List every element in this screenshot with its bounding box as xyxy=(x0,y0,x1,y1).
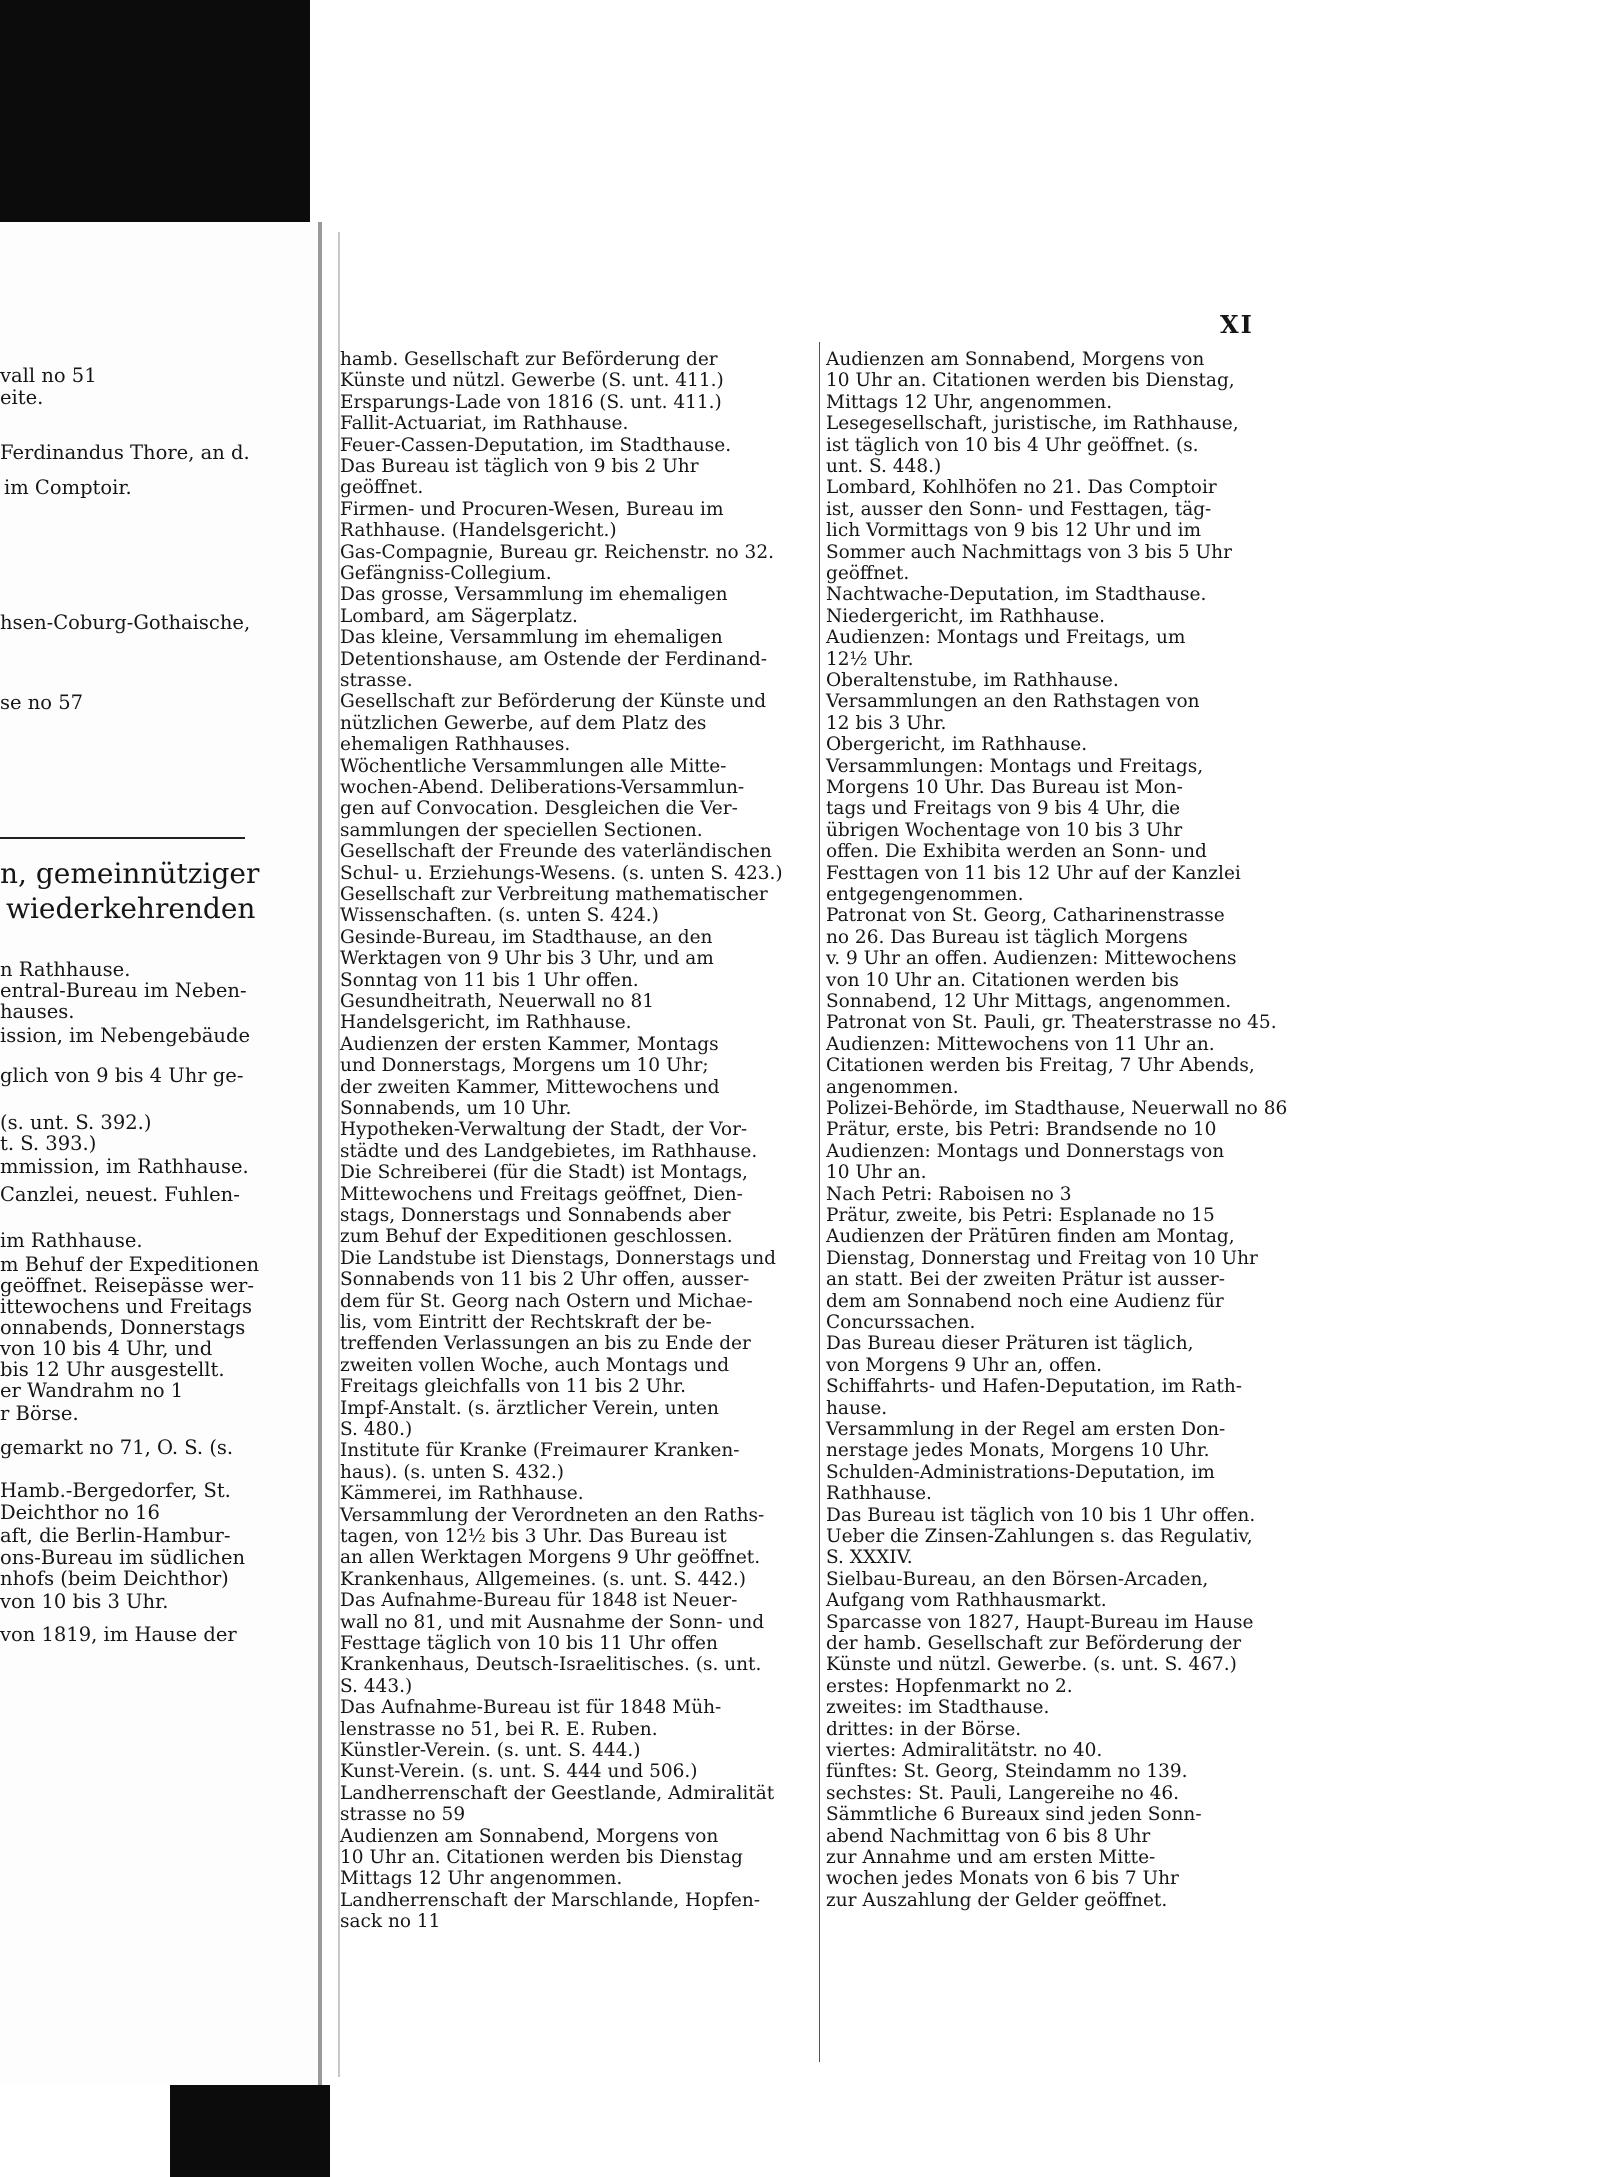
text-line: S. 480.) xyxy=(340,1419,413,1440)
left-fragment: r Börse. xyxy=(0,1402,79,1425)
text-line: fünftes: St. Georg, Steindamm no 139. xyxy=(826,1761,1188,1782)
text-line: der hamb. Gesellschaft zur Beförderung der xyxy=(826,1633,1242,1654)
text-line: Lesegesellschaft, juristische, im Rathhause, xyxy=(826,413,1239,434)
text-line: Patronat von St. Pauli, gr. Theaterstrasse no 45. xyxy=(826,1012,1277,1033)
left-fragment: aft, die Berlin-Hambur- xyxy=(0,1524,231,1547)
text-line: Patronat von St. Georg, Catharinenstrasse xyxy=(826,905,1225,926)
text-line: hause. xyxy=(826,1398,888,1419)
text-line: Kämmerei, im Rathhause. xyxy=(340,1483,584,1504)
text-line: städte und des Landgebietes, im Rathhause. xyxy=(340,1141,758,1162)
left-fragment: (s. unt. S. 392.) xyxy=(0,1111,152,1134)
text-line: unt. S. 448.) xyxy=(826,456,942,477)
text-line: Lombard, Kohlhöfen no 21. Das Comptoir xyxy=(826,477,1217,498)
left-fragment: ission, im Nebengebäude xyxy=(0,1024,251,1047)
text-line: Nach Petri: Raboisen no 3 xyxy=(826,1184,1072,1205)
left-fragment: Hamb.-Bergedorfer, St. xyxy=(0,1479,231,1502)
text-line: Institute für Kranke (Freimaurer Kranken- xyxy=(340,1440,740,1461)
text-line: zum Behuf der Expeditionen geschlossen. xyxy=(340,1226,733,1247)
left-fragment: bis 12 Uhr ausgestellt. xyxy=(0,1358,225,1381)
text-line: Mittewochens und Freitags geöffnet, Dien- xyxy=(340,1184,743,1205)
text-line: Impf-Anstalt. (s. ärztlicher Verein, unten xyxy=(340,1398,719,1419)
left-fragment: von 1819, im Hause der xyxy=(0,1623,237,1646)
text-line: lis, vom Eintritt der Rechtskraft der be- xyxy=(340,1312,712,1333)
text-line: Kunst-Verein. (s. unt. S. 444 und 506.) xyxy=(340,1761,698,1782)
text-line: Ueber die Zinsen-Zahlungen s. das Regulativ, xyxy=(826,1526,1253,1547)
text-line: Freitags gleichfalls von 11 bis 2 Uhr. xyxy=(340,1376,686,1397)
text-line: Das Bureau ist täglich von 10 bis 1 Uhr offen. xyxy=(826,1505,1256,1526)
left-fragment: eite. xyxy=(0,386,44,409)
text-line: Das Bureau ist täglich von 9 bis 2 Uhr xyxy=(340,456,699,477)
text-line: Landherrenschaft der Geestlande, Admiralität xyxy=(340,1783,775,1804)
left-fragment: t. S. 393.) xyxy=(0,1132,97,1155)
text-line: Sonnabend, 12 Uhr Mittags, angenommen. xyxy=(826,991,1232,1012)
left-fragment: von 10 bis 3 Uhr. xyxy=(0,1590,169,1613)
left-fragment: hsen-Coburg-Gothaische, xyxy=(0,611,251,634)
text-line: Mittags 12 Uhr angenommen. xyxy=(340,1868,623,1889)
text-line: S. XXXIV. xyxy=(826,1547,913,1568)
text-line: an statt. Bei der zweiten Prätur ist ausser- xyxy=(826,1269,1225,1290)
text-line: übrigen Wochentage von 10 bis 3 Uhr xyxy=(826,820,1183,841)
left-fragment: er Wandrahm no 1 xyxy=(0,1379,184,1402)
text-line: offen. Die Exhibita werden an Sonn- und xyxy=(826,841,1207,862)
book-spine-shadow-bottom xyxy=(170,2085,330,2177)
text-line: Festtagen von 11 bis 12 Uhr auf der Kanzlei xyxy=(826,863,1241,884)
text-line: Versammlung der Verordneten an den Raths- xyxy=(340,1505,765,1526)
text-line: hamb. Gesellschaft zur Beförderung der xyxy=(340,349,718,370)
text-line: Gefängniss-Collegium. xyxy=(340,563,552,584)
text-line: Nachtwache-Deputation, im Stadthause. xyxy=(826,584,1207,605)
text-line: Audienzen am Sonnabend, Morgens von xyxy=(340,1826,719,1847)
text-line: Audienzen der Prätūren finden am Montag, xyxy=(826,1226,1235,1247)
text-line: viertes: Admiralitätstr. no 40. xyxy=(826,1740,1103,1761)
left-fragment: m Behuf der Expeditionen xyxy=(0,1253,260,1276)
text-line: ist, ausser den Sonn- und Festtagen, täg- xyxy=(826,499,1212,520)
text-line: drittes: in der Börse. xyxy=(826,1719,1022,1740)
left-heading: n, gemeinnütziger xyxy=(0,857,260,890)
text-line: Firmen- und Procuren-Wesen, Bureau im xyxy=(340,499,724,520)
text-line: Ersparungs-Lade von 1816 (S. unt. 411.) xyxy=(340,392,722,413)
text-line: nützlichen Gewerbe, auf dem Platz des xyxy=(340,713,707,734)
text-line: Dienstag, Donnerstag und Freitag von 10 Uhr xyxy=(826,1248,1258,1269)
text-line: Sommer auch Nachmittags von 3 bis 5 Uhr xyxy=(826,542,1232,563)
text-line: haus). (s. unten S. 432.) xyxy=(340,1462,564,1483)
text-line: Versammlung in der Regel am ersten Don- xyxy=(826,1419,1226,1440)
text-line: Sonnabends von 11 bis 2 Uhr offen, ausser- xyxy=(340,1269,750,1290)
book-spine-shadow-top xyxy=(0,0,310,222)
text-line: Landherrenschaft der Marschlande, Hopfen- xyxy=(340,1890,761,1911)
left-fragment: von 10 bis 4 Uhr, und xyxy=(0,1337,213,1360)
text-line: sammlungen der speciellen Sectionen. xyxy=(340,820,703,841)
text-line: Künstler-Verein. (s. unt. S. 444.) xyxy=(340,1740,641,1761)
text-line: dem für St. Georg nach Ostern und Michae- xyxy=(340,1291,753,1312)
text-line: Hypotheken-Verwaltung der Stadt, der Vor- xyxy=(340,1119,748,1140)
text-line: Rathhause. (Handelsgericht.) xyxy=(340,520,617,541)
text-line: zur Auszahlung der Gelder geöffnet. xyxy=(826,1890,1168,1911)
text-line: strasse no 59 xyxy=(340,1804,466,1825)
text-line: Versammlungen an den Rathstagen von xyxy=(826,691,1200,712)
text-line: nerstage jedes Monats, Morgens 10 Uhr. xyxy=(826,1440,1210,1461)
text-line: Gesundheitrath, Neuerwall no 81 xyxy=(340,991,654,1012)
text-line: 10 Uhr an. xyxy=(826,1162,927,1183)
text-line: Obergericht, im Rathhause. xyxy=(826,734,1088,755)
text-line: Rathhause. xyxy=(826,1483,932,1504)
text-line: Gesellschaft zur Beförderung der Künste und xyxy=(340,691,767,712)
text-line: von 10 Uhr an. Citationen werden bis xyxy=(826,970,1179,991)
left-fragment: nhofs (beim Deichthor) xyxy=(0,1567,229,1590)
text-line: an allen Werktagen Morgens 9 Uhr geöffnet. xyxy=(340,1547,761,1568)
text-line: zweites: im Stadthause. xyxy=(826,1697,1050,1718)
text-line: Oberaltenstube, im Rathhause. xyxy=(826,670,1119,691)
text-line: S. 443.) xyxy=(340,1676,413,1697)
text-line: ehemaligen Rathhauses. xyxy=(340,734,571,755)
left-fragment: onnabends, Donnerstags xyxy=(0,1316,246,1339)
text-line: erstes: Hopfenmarkt no 2. xyxy=(826,1676,1073,1697)
right-page xyxy=(338,232,1340,2077)
text-line: tags und Freitags von 9 bis 4 Uhr, die xyxy=(826,798,1181,819)
text-line: abend Nachmittag von 6 bis 8 Uhr xyxy=(826,1826,1151,1847)
text-line: Citationen werden bis Freitag, 7 Uhr Abends, xyxy=(826,1055,1255,1076)
text-line: zweiten vollen Woche, auch Montags und xyxy=(340,1355,730,1376)
text-line: Krankenhaus, Allgemeines. (s. unt. S. 442.) xyxy=(340,1569,746,1590)
text-line: lenstrasse no 51, bei R. E. Ruben. xyxy=(340,1719,658,1740)
text-line: sack no 11 xyxy=(340,1911,441,1932)
text-line: Audienzen: Mittewochens von 11 Uhr an. xyxy=(826,1034,1215,1055)
left-fragment: entral-Bureau im Neben- xyxy=(0,979,247,1002)
text-line: no 26. Das Bureau ist täglich Morgens xyxy=(826,927,1188,948)
text-line: Krankenhaus, Deutsch-Israelitisches. (s. unt. xyxy=(340,1654,762,1675)
text-line: entgegengenommen. xyxy=(826,884,1024,905)
text-line: Schiffahrts- und Hafen-Deputation, im Rath- xyxy=(826,1376,1243,1397)
left-heading: wiederkehrenden xyxy=(6,892,256,925)
text-line: 10 Uhr an. Citationen werden bis Dienstag, xyxy=(826,370,1235,391)
text-line: Audienzen am Sonnabend, Morgens von xyxy=(826,349,1205,370)
text-line: geöffnet. xyxy=(826,563,910,584)
text-line: Das grosse, Versammlung im ehemaligen xyxy=(340,584,728,605)
column-divider xyxy=(819,342,820,2062)
text-line: wall no 81, und mit Ausnahme der Sonn- und xyxy=(340,1612,765,1633)
left-fragment: n Rathhause. xyxy=(0,958,131,981)
left-fragment: mmission, im Rathhause. xyxy=(0,1155,249,1178)
left-fragment: ittewochens und Freitags xyxy=(0,1295,253,1318)
text-line: Schulden-Administrations-Deputation, im xyxy=(826,1462,1215,1483)
left-fragment: vall no 51 xyxy=(0,364,97,387)
text-line: Polizei-Behörde, im Stadthause, Neuerwall no 86 xyxy=(826,1098,1288,1119)
left-fragment: geöffnet. Reisepässe wer- xyxy=(0,1274,254,1297)
text-line: Detentionshause, am Ostende der Ferdinand- xyxy=(340,649,767,670)
text-line: wochen jedes Monats von 6 bis 7 Uhr xyxy=(826,1868,1179,1889)
text-line: Festtage täglich von 10 bis 11 Uhr offen xyxy=(340,1633,718,1654)
text-line: Sielbau-Bureau, an den Börsen-Arcaden, xyxy=(826,1569,1209,1590)
text-line: zur Annahme und am ersten Mitte- xyxy=(826,1847,1156,1868)
text-line: dem am Sonnabend noch eine Audienz für xyxy=(826,1291,1224,1312)
text-line: Lombard, am Sägerplatz. xyxy=(340,606,578,627)
text-line: Niedergericht, im Rathhause. xyxy=(826,606,1105,627)
text-line: Das Aufnahme-Bureau ist für 1848 Müh- xyxy=(340,1697,722,1718)
text-line: geöffnet. xyxy=(340,477,424,498)
left-fragment: im Comptoir. xyxy=(4,476,132,499)
text-line: ist täglich von 10 bis 4 Uhr geöffnet. (s. xyxy=(826,435,1199,456)
left-fragment: Canzlei, neuest. Fuhlen- xyxy=(0,1183,240,1206)
text-line: Gas-Compagnie, Bureau gr. Reichenstr. no 32. xyxy=(340,542,774,563)
text-line: angenommen. xyxy=(826,1077,959,1098)
text-line: Gesinde-Bureau, im Stadthause, an den xyxy=(340,927,713,948)
text-line: Gesellschaft zur Verbreitung mathematischer xyxy=(340,884,768,905)
text-line: v. 9 Uhr an offen. Audienzen: Mittewochens xyxy=(826,948,1237,969)
text-line: Morgens 10 Uhr. Das Bureau ist Mon- xyxy=(826,777,1183,798)
text-line: Künste und nützl. Gewerbe. (s. unt. S. 467.) xyxy=(826,1654,1237,1675)
text-line: Gesellschaft der Freunde des vaterländischen xyxy=(340,841,772,862)
text-line: Die Landstube ist Dienstags, Donnerstags und xyxy=(340,1248,776,1269)
text-line: strasse. xyxy=(340,670,413,691)
text-line: Handelsgericht, im Rathhause. xyxy=(340,1012,632,1033)
text-line: Concurssachen. xyxy=(826,1312,976,1333)
text-line: lich Vormittags von 9 bis 12 Uhr und im xyxy=(826,520,1202,541)
left-fragment: hauses. xyxy=(0,1000,75,1023)
left-fragment: se no 57 xyxy=(0,691,84,714)
left-fragment: gemarkt no 71, O. S. (s. xyxy=(0,1436,234,1459)
left-fragment: Ferdinandus Thore, an d. xyxy=(0,441,250,464)
text-line: 12½ Uhr. xyxy=(826,649,914,670)
text-line: Sonntag von 11 bis 1 Uhr offen. xyxy=(340,970,639,991)
text-line: Werktagen von 9 Uhr bis 3 Uhr, und am xyxy=(340,948,714,969)
text-line: Die Schreiberei (für die Stadt) ist Montags, xyxy=(340,1162,748,1183)
text-line: der zweiten Kammer, Mittewochens und xyxy=(340,1077,720,1098)
page-number: XI xyxy=(1220,310,1254,339)
text-line: 12 bis 3 Uhr. xyxy=(826,713,947,734)
text-line: Sparcasse von 1827, Haupt-Bureau im Hause xyxy=(826,1612,1254,1633)
text-line: Aufgang vom Rathhausmarkt. xyxy=(826,1590,1107,1611)
text-line: Prätur, erste, bis Petri: Brandsende no 10 xyxy=(826,1119,1217,1140)
text-line: treffenden Verlassungen an bis zu Ende der xyxy=(340,1333,751,1354)
text-line: Schul- u. Erziehungs-Wesens. (s. unten S. 423.) xyxy=(340,863,783,884)
text-line: Audienzen der ersten Kammer, Montags xyxy=(340,1034,719,1055)
text-line: tagen, von 12½ bis 3 Uhr. Das Bureau ist xyxy=(340,1526,727,1547)
text-line: Audienzen: Montags und Donnerstags von xyxy=(826,1141,1225,1162)
text-line: 10 Uhr an. Citationen werden bis Dienstag xyxy=(340,1847,743,1868)
left-fragment: ons-Bureau im südlichen xyxy=(0,1546,246,1569)
text-line: Wissenschaften. (s. unten S. 424.) xyxy=(340,905,659,926)
left-fragment: glich von 9 bis 4 Uhr ge- xyxy=(0,1064,244,1087)
left-fragment: Deichthor no 16 xyxy=(0,1501,160,1524)
text-line: von Morgens 9 Uhr an, offen. xyxy=(826,1355,1103,1376)
text-line: Mittags 12 Uhr, angenommen. xyxy=(826,392,1113,413)
left-page xyxy=(0,222,322,2085)
text-line: und Donnerstags, Morgens um 10 Uhr; xyxy=(340,1055,709,1076)
text-line: Das Bureau dieser Präturen ist täglich, xyxy=(826,1333,1194,1354)
left-fragment: im Rathhause. xyxy=(0,1229,143,1252)
text-line: Das kleine, Versammlung im ehemaligen xyxy=(340,627,723,648)
text-line: Versammlungen: Montags und Freitags, xyxy=(826,756,1204,777)
text-line: Sämmtliche 6 Bureaux sind jeden Sonn- xyxy=(826,1804,1202,1825)
text-line: Feuer-Cassen-Deputation, im Stadthause. xyxy=(340,435,732,456)
text-line: Sonnabends, um 10 Uhr. xyxy=(340,1098,572,1119)
text-line: Künste und nützl. Gewerbe (S. unt. 411.) xyxy=(340,370,724,391)
text-line: Audienzen: Montags und Freitags, um xyxy=(826,627,1186,648)
text-line: Prätur, zweite, bis Petri: Esplanade no 15 xyxy=(826,1205,1215,1226)
text-line: Fallit-Actuariat, im Rathhause. xyxy=(340,413,629,434)
text-line: sechstes: St. Pauli, Langereihe no 46. xyxy=(826,1783,1180,1804)
text-line: Das Aufnahme-Bureau für 1848 ist Neuer- xyxy=(340,1590,738,1611)
section-rule xyxy=(0,837,245,839)
text-line: Wöchentliche Versammlungen alle Mitte- xyxy=(340,756,727,777)
text-line: gen auf Convocation. Desgleichen die Ver- xyxy=(340,798,738,819)
text-line: wochen-Abend. Deliberations-Versammlun- xyxy=(340,777,745,798)
text-line: stags, Donnerstags und Sonnabends aber xyxy=(340,1205,731,1226)
